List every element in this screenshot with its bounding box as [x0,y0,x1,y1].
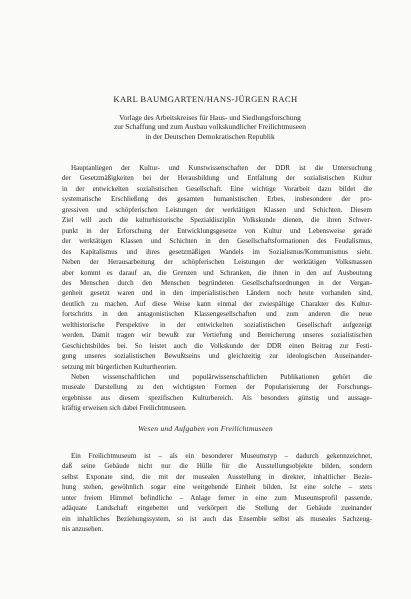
intro-paragraph [62,163,372,372]
text-line: Ein Freilichtmuseum ist – als ein besonderer Museumstyp – dadurch gekennzeichnet, [71,452,372,460]
text-line: des Kapitalismus und ihres gesetzmäßigen Wandels im Sozialismus/Kommunismus sieht. [62,247,372,256]
text-line: unter freiem Himmel befindliche – Anlage ferner in eine zum Museumsprofil passende, [62,493,372,502]
text-line: ein inhaltliches Beziehungssystem, so ist auch das Ensemble selbst als museales Sachzeug- [62,514,372,523]
text-line: Neben der Herausarbeitung der schöpferischen Leistungen der werktätigen Volksmassen [62,258,372,267]
text-line: Hauptanliegen der Kultur- und Kunstwissenschaften der DDR ist die Untersuchung [71,164,372,172]
text-line: der Gesetzmäßigkeiten bei der Herausbildung und Entfaltung der sozialistischen Kultur [62,174,372,183]
text-line: gung unseres sozialistischen Bewußtseins und gleichzeitig zur ideologischen Auseinander- [62,352,372,361]
text-line: des Menschen durch den Menschen begründeten Gesellschaftsordnungen in der Vergan- [62,278,372,287]
text-line: daß seine Gebäude nicht nur die Hülle für die Ausstellungsobjekte bilden, sondern [62,462,372,471]
text-line: welthistorische Perspektive in der entwickelten sozialistischen Gesellschaft aufgezeigt [62,320,372,329]
text-line: museale Darstellung zu den wichtigsten Formen der Popularisierung der Forschungs- [62,383,372,392]
subtitle-line: in der Deutschen Demokratischen Republik [145,131,275,141]
text-line: Geschichtsbildes bei. So leistet auch die Volkskunde der DDR einen Beitrag zur Festi- [62,341,372,350]
text-line: kräftig erweisen sich dabei Freilichtmuseen. [62,404,187,413]
document-subtitle [50,113,370,141]
text-line: gressiven und schöpferischen Leistungen der werktätigen Klassen und Schichten. Diesem [62,205,372,214]
text-line: Ziel will auch die kulturhistorische Spezialdisziplin Volkskunde dienen, die ihren Schwer- [62,216,372,225]
text-line: systematische Erschließung des gesamten humanistischen Erbes, insbesondere der pro- [62,195,372,204]
text-line: Neben wissenschaftlichen und populärwissenschaftlichen Publikationen gehört die [71,373,372,381]
text-line: fortschritts in den antagonistischen Klassengesellschaften und zum anderen die neue [62,310,372,319]
author-names: KARL BAUMGARTEN/HANS-JÜRGEN RACH [113,94,298,104]
text-line: hung stehen, gewöhnlich sogar eine weitgehende Einheit bilden. Ist eine solche – stets [62,483,372,492]
subtitle-line: Vorlage des Arbeitskreises für Haus- und Siedlungsforschung [119,113,301,122]
text-line: aber kommt es darauf an, die Grenzen und Schranken, die ihnen in den auf Ausbeutung [62,268,372,277]
text-line: in der entwickelten sozialistischen Gesellschaft. Eine wichtige Vorarbeit dazu bildet die [62,184,372,193]
text-line: selbst Exponate sind, die mit der musealen Ausstellung in direkter, inhaltlicher Bezie- [62,472,372,481]
text-line: werden. Damit tragen wir bewußt zur Vertiefung und Bereicherung unseres sozialistischen [62,331,372,340]
second-paragraph [62,372,372,414]
text-line: ergebnisse aus diesem spezifischen Kulturbereich. Als besonders günstig und aussage- [62,393,372,402]
text-line: punkt in der Erforschung der Entwicklungsgesetze von Kultur und Lebensweise gerade [62,226,372,235]
text-line: deutlich zu machen. Auf diese Weise kann einmal der zwiespältige Charakter des Kultur- [62,299,372,308]
text-line: setzung mit bürgerlichen Kulturtheorien. [62,362,177,371]
section-paragraph [62,451,372,535]
text-line: genheit gesetzt waren und in den imperialistischen Ländern noch heute vorhanden sind, [62,289,372,298]
section-heading: Wesen und Aufgaben von Freilichtmuseen [138,424,273,433]
text-line: der werktätigen Klassen und Schichten in den Gesellschaftsformationen des Feudalismus, [62,237,372,246]
text-line: adäquate Landschaft eingebettet und verkörpert die Stellung der Gebäude zueinander [62,504,372,513]
text-line: nis anzusehen. [62,525,104,534]
subtitle-line: zur Schaffung und zum Ausbau volkskundlicher Freilichtmuseen [114,122,306,132]
